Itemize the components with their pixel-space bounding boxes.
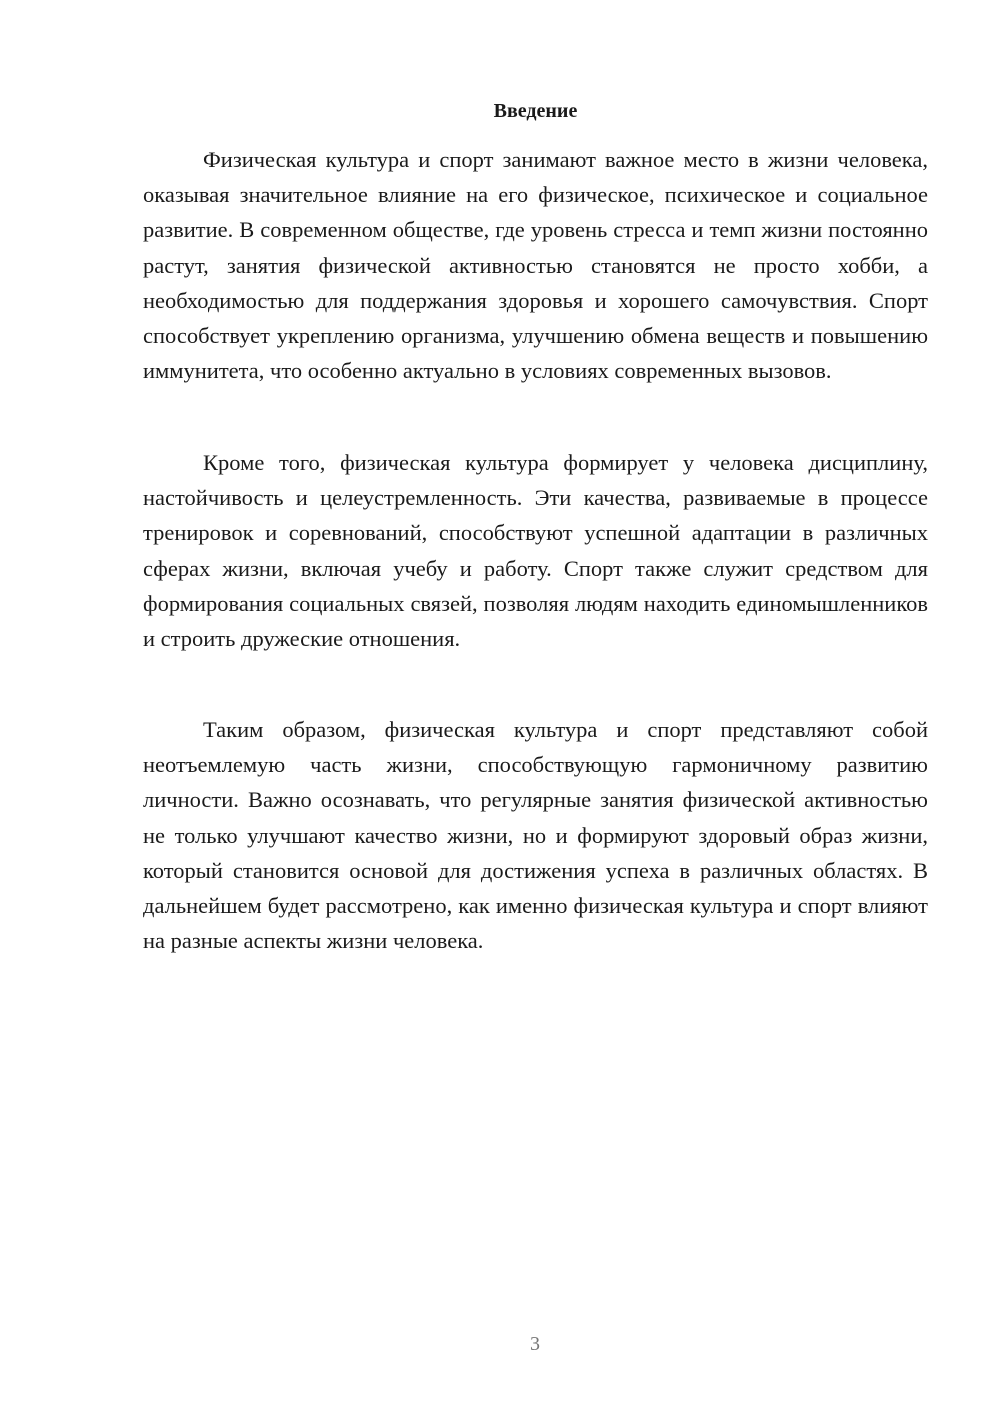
- paragraph-1: Физическая культура и спорт занимают важное место в жизни человека, оказывая значительное влияние на его физическое, психическое и социальное развитие. В современном обществе, где уровень стресса и темп жизни постоянно растут, занятия физической активностью становятся не просто хобби, а необходимостью для поддержания здоровья и хорошего самочувствия. Спорт способствует укреплению организма, улучшению обмена веществ и повышению иммунитета, что особенно актуально в условиях современных вызовов.: [143, 147, 928, 384]
- section-heading: Введение: [493, 100, 578, 122]
- page-number: 3: [530, 1333, 540, 1355]
- paragraph-3: Таким образом, физическая культура и спорт представляют собой неотъемлемую часть жизни, способствующую гармоничному развитию личности. Важно осознавать, что регулярные занятия физической активностью не только улучшают качество жизни, но и формируют здоровый образ жизни, который становится основой для достижения успеха в различных областях. В дальнейшем будет рассмотрено, как именно физическая культура и спорт влияют на разные аспекты жизни человека.: [143, 717, 928, 954]
- paragraph-2: Кроме того, физическая культура формирует у человека дисциплину, настойчивость и целеустремленность. Эти качества, развиваемые в процессе тренировок и соревнований, способствуют успешной адаптации в различных сферах жизни, включая учебу и работу. Спорт также служит средством для формирования социальных связей, позволяя людям находить единомышленников и строить дружеские отношения.: [143, 450, 928, 652]
